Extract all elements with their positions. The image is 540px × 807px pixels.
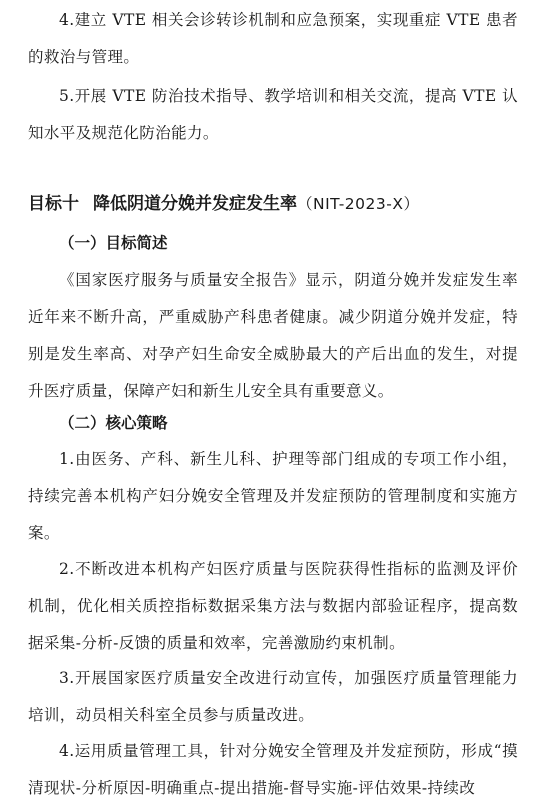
goal-name: 降低阴道分娩并发症发生率 <box>93 194 297 214</box>
strategy-item-1: 1.由医务、产科、新生儿科、护理等部门组成的专项工作小组，持续完善本机构产妇分娩安全管理及并发症预防的管理制度和实施方案。 <box>28 450 518 542</box>
strategy-item-3: 3.开展国家医疗质量安全改进行动宣传，加强医疗质量管理能力培训，动员相关科室全员参与质量改进。 <box>28 669 518 724</box>
goal-code: （NIT-2023-Ⅹ） <box>297 195 420 213</box>
strategy-item-4: 4.运用质量管理工具，针对分娩安全管理及并发症预防，形成“摸清现状-分析原因-明确重点-提出措施-督导实施-评估效果-持续改 <box>28 742 518 797</box>
paragraph-vte-5: 5.开展 VTE 防治技术指导、教学培训和相关交流，提高 VTE 认知水平及规范化防治能力。 <box>28 87 518 142</box>
section-1-text: 《国家医疗服务与质量安全报告》显示，阴道分娩并发症发生率近年来不断升高，严重威胁产科患者健康。减少阴道分娩并发症，特别是发生率高、对孕产妇生命安全威胁最大的产后出血的发生，对提升医疗质量，保障产妇和新生儿安全具有重要意义。 <box>28 271 518 400</box>
paragraph-vte-4: 4.建立 VTE 相关会诊转诊机制和应急预案，实现重症 VTE 患者的救治与管理。 <box>28 11 518 66</box>
goal-heading <box>28 189 518 219</box>
section-1-heading: （一）目标简述 <box>59 233 168 252</box>
strategy-item-2: 2.不断改进本机构产妇医疗质量与医院获得性指标的监测及评价机制，优化相关质控指标数据采集方法与数据内部验证程序，提高数据采集-分析-反馈的质量和效率，完善激励约束机制。 <box>28 560 518 652</box>
section-2-heading: （二）核心策略 <box>59 413 168 432</box>
goal-label: 目标十 <box>28 194 79 214</box>
